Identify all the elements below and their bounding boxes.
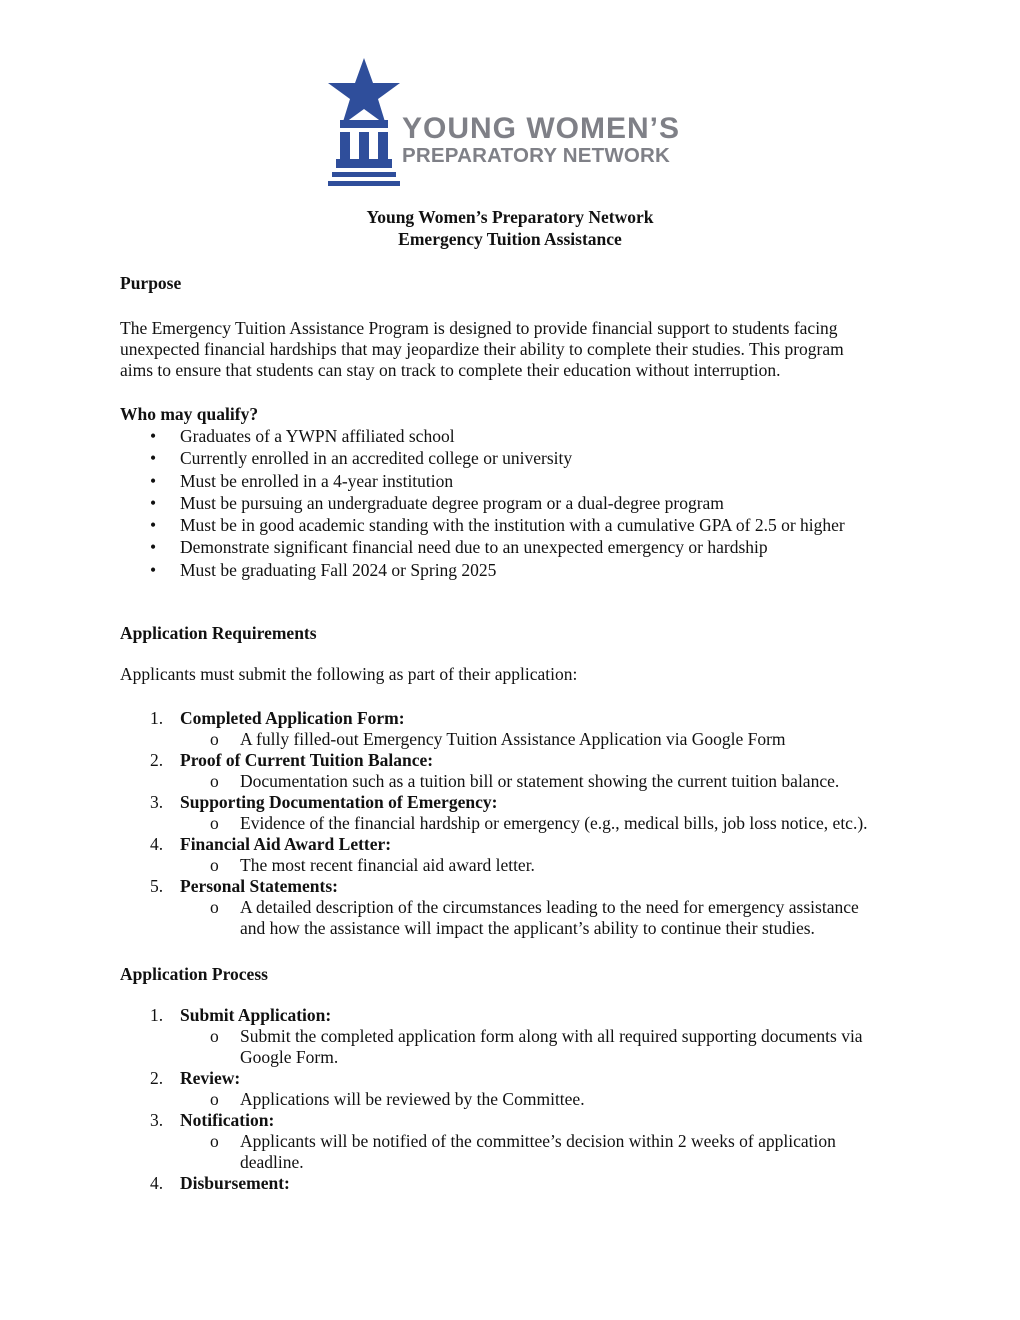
item-number: 3. xyxy=(150,792,164,812)
bullet-icon: • xyxy=(150,515,157,536)
sub-bullet-icon: o xyxy=(210,813,219,833)
process-item xyxy=(120,1173,920,1194)
process-detail: o Applicants will be notified of the committee’s decision within 2 weeks of application deadline. xyxy=(210,1131,836,1172)
bullet-icon: • xyxy=(150,448,157,469)
logo-wordmark-line1: YOUNG WOMEN’S xyxy=(402,112,681,145)
qualify-heading: Who may qualify? xyxy=(120,404,259,424)
process-detail: o Submit the completed application form along with all required supporting documents via Google Form. xyxy=(210,1026,863,1067)
item-label: Proof of Current Tuition Balance: xyxy=(180,750,434,770)
purpose-line: The Emergency Tuition Assistance Program is designed to provide financial support to students facing xyxy=(120,318,838,338)
bullet-icon: • xyxy=(150,537,157,558)
bullet-icon: • xyxy=(150,559,157,580)
list-item: • Must be pursuing an undergraduate degree program or a dual-degree program xyxy=(150,492,724,513)
sub-bullet-icon: o xyxy=(210,1026,219,1046)
sub-bullet-icon: o xyxy=(210,729,219,749)
list-item: • Must be graduating Fall 2024 or Spring 2025 xyxy=(150,559,497,580)
item-label: Supporting Documentation of Emergency: xyxy=(180,792,498,812)
bullet-icon: • xyxy=(150,492,157,513)
item-number: 5. xyxy=(150,876,164,896)
item-label: Submit Application: xyxy=(180,1005,332,1025)
purpose-paragraph xyxy=(120,318,900,381)
process-item xyxy=(120,1005,920,1026)
requirement-item xyxy=(120,708,920,729)
item-number: 2. xyxy=(150,1068,164,1088)
process-detail: o Applications will be reviewed by the Committee. xyxy=(210,1089,585,1109)
requirement-item xyxy=(120,792,920,813)
requirement-item xyxy=(120,876,920,897)
requirement-item xyxy=(120,834,920,855)
item-label: Personal Statements: xyxy=(180,876,338,896)
sub-bullet-icon: o xyxy=(210,1131,219,1151)
requirements-list xyxy=(120,708,920,939)
purpose-heading: Purpose xyxy=(120,273,182,293)
purpose-line: aims to ensure that students can stay on track to complete their education without interruption. xyxy=(120,360,781,380)
process-item xyxy=(120,1068,920,1089)
list-item: • Must be in good academic standing with the institution with a cumulative GPA of 2.5 or higher xyxy=(150,515,845,536)
item-label: Completed Application Form: xyxy=(180,708,405,728)
requirement-detail: o Documentation such as a tuition bill or statement showing the current tuition balance. xyxy=(210,771,840,791)
item-number: 4. xyxy=(150,834,164,854)
requirements-heading: Application Requirements xyxy=(120,623,317,643)
item-number: 1. xyxy=(150,708,164,728)
item-label: Disbursement: xyxy=(180,1173,290,1193)
list-item: • Must be enrolled in a 4-year institution xyxy=(150,470,454,491)
requirement-detail: o A fully filled-out Emergency Tuition Assistance Application via Google Form xyxy=(210,729,786,749)
requirement-detail: o The most recent financial aid award letter. xyxy=(210,855,535,875)
requirement-detail: o A detailed description of the circumstances leading to the need for emergency assistance and how the assistance will impact the applicant’s ability to continue their studies. xyxy=(210,897,859,938)
sub-bullet-icon: o xyxy=(210,855,219,875)
sub-bullet-icon: o xyxy=(210,1089,219,1109)
requirement-detail: o Evidence of the financial hardship or emergency (e.g., medical bills, job loss notice, etc.). xyxy=(210,813,868,833)
star-column-emblem-icon xyxy=(326,58,402,188)
process-heading: Application Process xyxy=(120,964,268,984)
item-number: 1. xyxy=(150,1005,164,1025)
document-program-title: Emergency Tuition Assistance xyxy=(398,229,622,249)
process-list xyxy=(120,1005,920,1194)
item-label: Review: xyxy=(180,1068,241,1088)
item-number: 3. xyxy=(150,1110,164,1130)
item-number: 2. xyxy=(150,750,164,770)
item-label: Financial Aid Award Letter: xyxy=(180,834,392,854)
list-item: • Graduates of a YWPN affiliated school xyxy=(150,426,455,446)
bullet-icon: • xyxy=(150,470,157,491)
requirements-intro: Applicants must submit the following as part of their application: xyxy=(120,664,578,684)
list-item: • Demonstrate significant financial need due to an unexpected emergency or hardship xyxy=(150,537,768,558)
item-label: Notification: xyxy=(180,1110,275,1130)
bullet-icon: • xyxy=(150,426,157,446)
list-item: • Currently enrolled in an accredited college or university xyxy=(150,448,573,469)
process-item xyxy=(120,1110,920,1131)
ywpn-logo xyxy=(326,58,706,188)
document-org-title: Young Women’s Preparatory Network xyxy=(366,207,654,227)
qualify-list xyxy=(120,426,845,582)
sub-bullet-icon: o xyxy=(210,897,219,917)
logo-wordmark-line2: PREPARATORY NETWORK xyxy=(402,144,671,167)
requirement-item xyxy=(120,750,920,771)
sub-bullet-icon: o xyxy=(210,771,219,791)
item-number: 4. xyxy=(150,1173,164,1193)
purpose-line: unexpected financial hardships that may jeopardize their ability to complete their studies. This program xyxy=(120,339,844,359)
